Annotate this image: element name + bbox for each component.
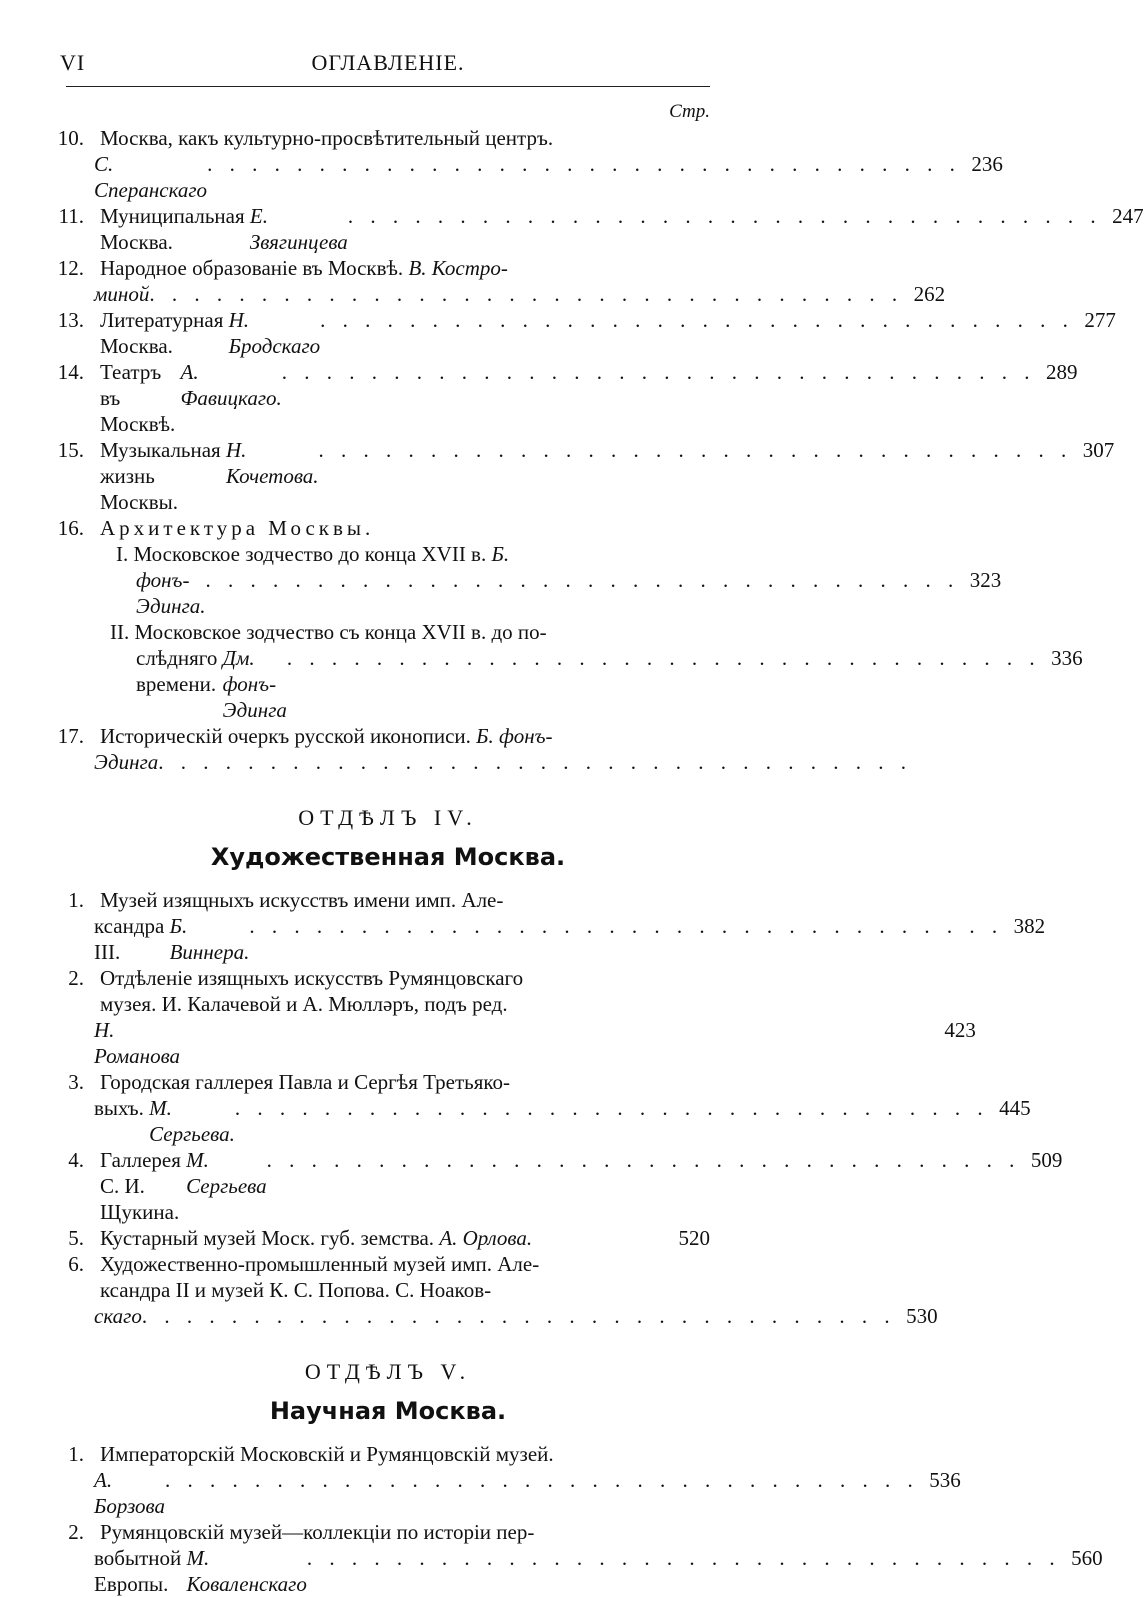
entry-page: 560 [1071, 1546, 1103, 1570]
entry-title: Народное образованiе въ Москвѣ. [100, 256, 404, 280]
entry-author: Е. Звягинцева [249, 204, 348, 254]
entry-author: Н. Кочетова. [225, 438, 319, 488]
entry-author: А. Орлова. [439, 1226, 533, 1250]
entry-page: 509 [1030, 1148, 1063, 1172]
entry-number: 4. [68, 1148, 84, 1172]
entry-title: Историческiй очеркъ русской иконописи. [100, 724, 471, 748]
entry-page: 236 [971, 152, 1003, 176]
leader-dots: . . . . . . . . . . . . . . . . . . . . . . . . . . . . . . . . . . [207, 152, 961, 176]
entry-title: Музыкальная жизнь Москвы. [100, 438, 221, 514]
entry-author-part: Б. [491, 542, 510, 566]
entry-author: фонъ-Эдинга. [136, 568, 206, 618]
toc-entry[interactable] [66, 1519, 1103, 1597]
toc-entry[interactable] [57, 255, 946, 307]
leader-dots: . . . . . . . . . . . . . . . . . . . . . . . . . . . . . . . . . . [234, 1096, 989, 1120]
entry-page: 247 [1112, 204, 1144, 228]
leader-dots: . . . . . . . . . . . . . . . . . . . . . . . . . . . . . . . . . . [249, 914, 1004, 938]
section-title: Научная Москва. [269, 1397, 507, 1425]
header-rule [66, 86, 710, 87]
entry-number: 2. [68, 1520, 84, 1544]
toc-page [57, 50, 1144, 1597]
entry-number: 11. [58, 204, 84, 228]
entry-number: 15. [57, 438, 84, 462]
entry-title: Отдѣленiе изящныхъ искусствъ Румянцовскаго [100, 966, 524, 990]
entry-number: 5. [68, 1226, 84, 1250]
section-heading: ОТДѢЛЪ V. [304, 1359, 472, 1384]
toc-entry[interactable] [66, 1441, 961, 1519]
entry-page: 262 [913, 282, 946, 306]
entry-title-cont: слѣдняго времени. [136, 646, 218, 696]
entry-page: 536 [929, 1468, 961, 1492]
entry-author: Н. Бродскаго [228, 308, 321, 358]
entry-title-cont: музея. И. Калачевой и А. Мюлләръ, подъ ред. [100, 992, 508, 1016]
entry-page: 289 [1046, 360, 1078, 384]
entry-title-cont: ксандра III. [94, 914, 165, 964]
entry-title: Галлерея С. И. Щукина. [100, 1148, 181, 1224]
entry-author: скаго [94, 1304, 142, 1328]
entry-title: Театръ въ Москвѣ. [100, 360, 176, 436]
entry-page: 307 [1082, 438, 1115, 462]
toc-entry[interactable] [57, 515, 710, 541]
entry-number: 1. [68, 1442, 84, 1466]
entry-title: Музей изящныхъ искусствъ имени имп. Але- [100, 888, 504, 912]
section-title: Художественная Москва. [210, 843, 566, 871]
toc-entry[interactable] [57, 125, 1003, 203]
toc-entry[interactable] [66, 1225, 710, 1251]
entry-page: 323 [969, 568, 1002, 592]
entry-title: Румянцовскiй музей—коллекцiи по исторiи пер- [100, 1520, 535, 1544]
entry-page: 445 [999, 1096, 1031, 1120]
entry-title: Императорскiй Московскiй и Румянцовскiй музей. [100, 1442, 554, 1466]
entry-page: 520 [678, 1226, 710, 1250]
entry-title: Архитектура Москвы. [100, 516, 375, 540]
leader-dots: . . . . . . . . . . . . . . . . . . . . . . . . . . . . . . . . . . [286, 646, 1041, 670]
entry-page: 336 [1051, 646, 1083, 670]
leader-dots: . . . . . . . . . . . . . . . . . . . . . . . . . . . . . . . . . . [141, 1304, 896, 1328]
entry-title: Литературная Москва. [100, 308, 224, 358]
toc-group-1 [57, 125, 1144, 775]
page-number: VI [60, 50, 86, 75]
entry-number: 1. [68, 888, 84, 912]
page-column-label: Стр. [669, 101, 710, 122]
entry-title: Кустарный музей Моск. губ. земства. [100, 1226, 435, 1250]
entry-page: 530 [906, 1304, 938, 1328]
toc-entry[interactable] [66, 887, 1046, 965]
page-header [60, 50, 710, 82]
toc-subentry[interactable] [66, 541, 1002, 619]
toc-entry[interactable] [57, 437, 1115, 515]
entry-number: 16. [57, 516, 84, 540]
entry-number: 14. [57, 360, 84, 384]
entry-number: 13. [57, 308, 84, 332]
toc-subentry[interactable] [66, 619, 1083, 723]
entry-title: Городская галлерея Павла и Сергѣя Третьяко- [100, 1070, 511, 1094]
entry-number: 3. [68, 1070, 84, 1094]
toc-entry[interactable] [57, 359, 1078, 437]
toc-group-section4 [66, 887, 1063, 1329]
leader-dots: . . . . . . . . . . . . . . . . . . . . . . . . . . . . . . . . . . [320, 308, 1074, 332]
entry-author: Дм. фонъ-Эдинга [222, 646, 287, 722]
leader-dots: . . . . . . . . . . . . . . . . . . . . . . . . . . . . . . . . . . [149, 282, 904, 306]
leader-dots: . . . . . . . . . . . . . . . . . . . . . . . . . . . . . . . . . . [158, 750, 913, 774]
leader-dots: . . . . . . . . . . . . . . . . . . . . . . . . . . . . . . . . . . [266, 1148, 1021, 1172]
entry-author: миной [94, 282, 150, 306]
entry-number: 2. [68, 966, 84, 990]
toc-group-section5 [66, 1441, 1103, 1597]
toc-entry[interactable] [58, 203, 1144, 255]
page-title: ОГЛАВЛЕНIЕ. [311, 50, 465, 75]
entry-author: М. Сергьева [186, 1148, 267, 1198]
entry-author-part: В. Костро- [408, 256, 508, 280]
entry-author: М. Коваленскаго [186, 1546, 307, 1596]
entry-number: 6. [68, 1252, 84, 1276]
entry-title: Москва, какъ культурно-просвѣтительный центръ. [100, 126, 554, 150]
entry-number: 12. [57, 256, 84, 280]
entry-title-cont: выхъ. [94, 1096, 144, 1120]
toc-entry[interactable] [66, 1147, 1063, 1225]
entry-page: 382 [1013, 914, 1046, 938]
entry-author: А. Борзова [94, 1468, 165, 1518]
entry-author: М. Сергьева. [149, 1096, 235, 1146]
leader-dots: . . . . . . . . . . . . . . . . . . . . . . . . . . . . . . . . . . [205, 568, 960, 592]
leader-dots: . . . . . . . . . . . . . . . . . . . . . . . . . . . . . . . . . . [347, 204, 1102, 228]
entry-title: II. Московское зодчество съ конца XVII в. до по- [110, 620, 547, 644]
toc-entry[interactable] [66, 1069, 1031, 1147]
entry-number: 10. [57, 126, 84, 150]
entry-author: Эдинга [94, 750, 159, 774]
entry-author: Н. Романова [94, 1018, 181, 1068]
leader-dots: . . . . . . . . . . . . . . . . . . . . . . . . . . . . . . . . . . [165, 1468, 919, 1492]
toc-entry[interactable] [66, 965, 976, 1069]
section-heading: ОТДѢЛЪ IV. [298, 805, 478, 830]
toc-entry[interactable] [66, 1251, 938, 1329]
entry-author: Б. Виннера. [169, 914, 250, 964]
toc-entry[interactable] [57, 723, 913, 775]
entry-title-cont: вобытной Европы. [94, 1546, 182, 1596]
entry-number: 17. [57, 724, 84, 748]
entry-author: А. Фавицкаго. [180, 360, 282, 410]
leader-dots: . . . . . . . . . . . . . . . . . . . . . . . . . . . . . . . . . . [318, 438, 1073, 462]
entry-title: Художественно-промышленный музей имп. Але- [100, 1252, 540, 1276]
entry-title: Муниципальная Москва. [100, 204, 245, 254]
entry-title: I. Московское зодчество до конца XVII в. [116, 542, 487, 566]
leader-dots: . . . . . . . . . . . . . . . . . . . . . . . . . . . . . . . . . . [281, 360, 1036, 384]
entry-author: С. Сперанскаго [94, 152, 208, 202]
entry-page: 277 [1084, 308, 1116, 332]
toc-entry[interactable] [57, 307, 1116, 359]
entry-author-part: Б. фонъ- [476, 724, 553, 748]
leader-dots [180, 1017, 934, 1043]
entry-page: 423 [944, 1018, 976, 1042]
entry-title-cont: ксандра II и музей К. С. Попова. С. Ноаков- [100, 1278, 492, 1302]
leader-dots: . . . . . . . . . . . . . . . . . . . . . . . . . . . . . . . . . . [306, 1546, 1061, 1570]
